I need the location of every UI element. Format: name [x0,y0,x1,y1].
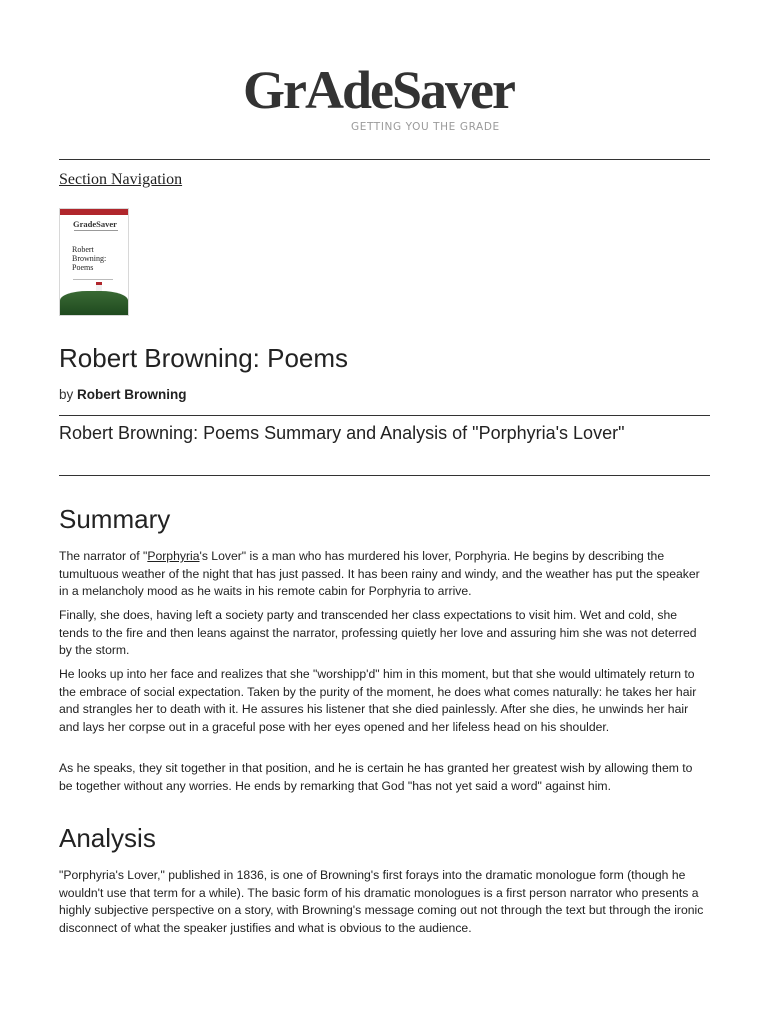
logo-text-part: Gr [243,60,305,120]
summary-paragraph-2: Finally, she does, having left a society party and transcended her class expectations to visit him. Wet and cold, she tends to the fire and then leans against the narrator, professing quietly her love and assuring him she was not deterred by the storm. [59,608,697,657]
summary-paragraph-3: He looks up into her face and realizes that she "worshipp'd" him in this moment, but that she would ultimately return to the embrace of social expectation. Taken by the purity of the moment, he does what comes naturally: he takes her hair and strangles her to death with it. He assures his listener that she died painlessly. After she dies, he unwinds her hair and lays her corpse out in a graceful pose with her eyes opened and her lifeless head on his shoulder. [59,667,697,734]
summary-heading: Summary [59,504,171,534]
logo-text-part: deSaver [341,60,514,120]
logo-wordmark [243,58,514,122]
analysis-heading: Analysis [59,823,156,853]
cover-author-line [73,279,113,280]
author-name[interactable]: Robert Browning [77,387,187,402]
header-divider [59,159,710,160]
summary-paragraph-4: As he speaks, they sit together in that position, and he is certain he has granted her greatest wish by allowing them to be together without any worries. He ends by remarking that God "has not yet said a word" against him. [59,761,693,793]
summary-paragraph-1 [59,548,709,601]
summary-text: 's Lover" is a man who has murdered his lover, Porphyria. He begins by describing the tumultuous weather of the night that has just passed. It has been rainy and windy, and the weather has put the speaker in a melancholy mood as he waits in his remote cabin for Porphyria to arrive. [59,549,700,598]
book-title: Robert Browning: Poems [59,343,349,373]
heading-divider [59,475,710,476]
byline [59,387,187,402]
book-cover-image[interactable] [59,208,129,316]
cover-band [60,209,128,215]
byline-label: by [59,387,74,402]
porphyria-link[interactable]: Porphyria [147,549,200,563]
section-navigation-link[interactable]: Section Navigation [59,171,183,188]
title-divider [59,415,710,416]
summary-text: The narrator of " [59,549,148,563]
cover-trees [60,291,128,315]
page-heading: Robert Browning: Poems Summary and Analysis of "Porphyria's Lover" [59,423,625,443]
cover-brand: GradeSaver [73,219,117,229]
cover-title: Robert Browning: Poems [72,245,107,272]
gradesaver-logo[interactable] [243,58,528,134]
logo-text-a: A [304,60,342,120]
logo-tagline: GETTING YOU THE GRADE [351,121,500,133]
analysis-paragraph-1: "Porphyria's Lover," published in 1836, is one of Browning's first forays into the dramatic monologue form (though he wouldn't use that term for a while). The basic form of his dramatic monologues is a first person narrator who presents a highly subjective perspective on a story, with Browning's message coming out not through the text but through the ironic disconnect of what the speaker justifies and what is obvious to the audience. [59,868,704,935]
cover-divider [74,230,118,231]
